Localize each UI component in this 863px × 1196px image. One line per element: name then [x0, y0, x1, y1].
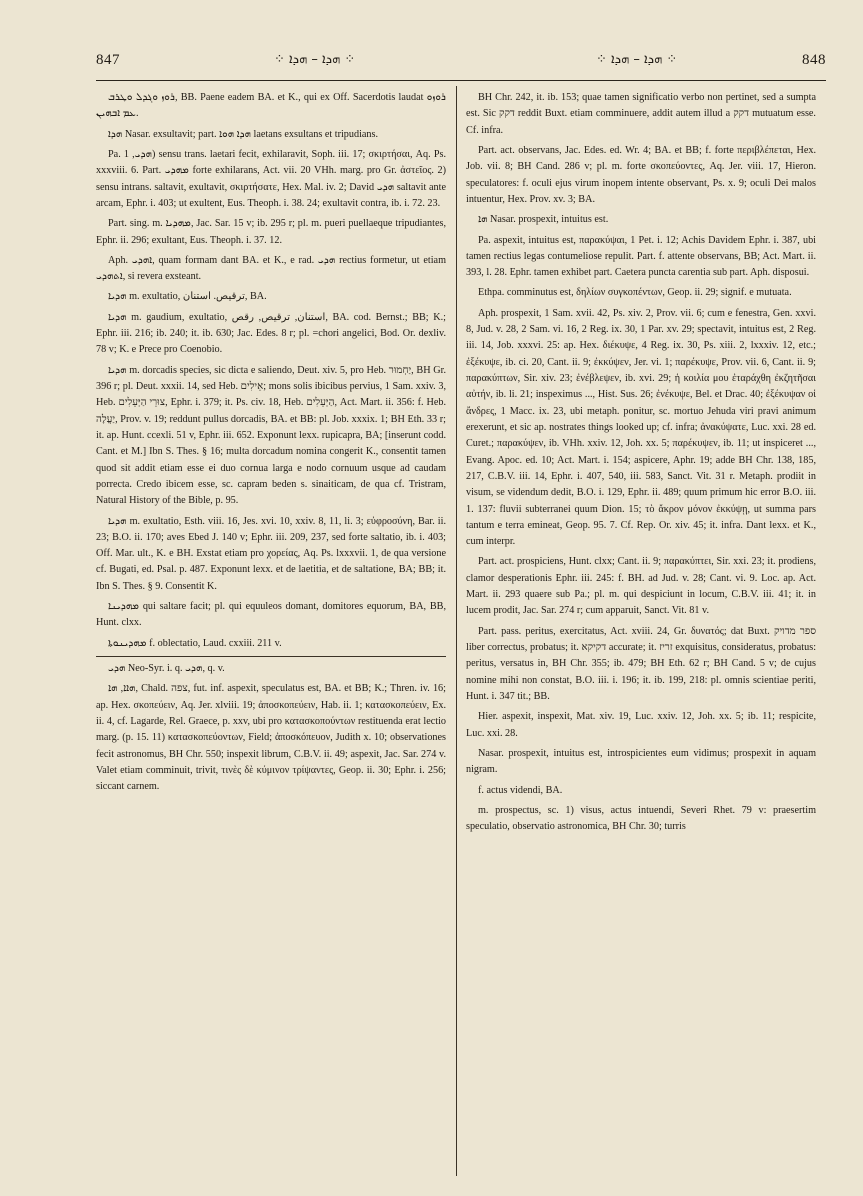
- dictionary-entry: Ethpa. comminutus est, δηλίων συγκοπέντων, Geop. ii. 29; signif. e mutuata.: [478, 287, 792, 299]
- dictionary-entry: ܗܕܝܐ m. dorcadis species, sic dicta e saliendo, Deut. xiv. 5, pro Heb. יַחְמוּר, BH Gr. 396 r; pl. Deut. xxxii. 14, sed Heb. אֵילִים; mons solis ibicibus pervius, 1 Sam. xxiv. 3, Heb. צוּרֵי הַיְּעֵלִים, Ephr. i. 379; it. Ps. civ. 18, Heb. הַיְּעֵלִים, Act. Mart. ii. 356: f. Heb. יַעֲלָה, Prov. v. 19; reddunt pullus dorcadis, BA. et BB: pl. Job. xxxix. 1; BH Eth. 33 r; it. ap. Hunt. ccexli. 51 v, Ephr. iii. 652. Exponunt lexx. rupicapra, BA; [inserunt codd. Cant. et M.] Ibn S. Thes. § 16; multa dorcadum nomina congerit K., consentit tamen quod sit addit etiam esse ei duo cornua larga e nodo cornuum usque ad caudam porrecta. Credo ibicem esse, sc. capram beden s. sinaiticam, de qua cf. Tristram, Natural History of the Bible, p. 95.: [96, 364, 446, 507]
- dictionary-entry: Pa. ܗܕܝ, 1) sensu trans. laetari fecit, exhilaravit, Soph. iii. 17; σκιρτήσαι, Aq. Ps. xxxviii. 6. Part. ܡܗܕܝ forte exhilarans, Act. vii. 20 VHh. marg. pro Gr. ἀστεῖος. 2) sensu intrans. saltavit, exultavit, σκιρτήσατε, Hex. Mal. iv. 2; David ܗܕܝ saltavit ante arcam, Ephr. i. 403; ut exultent, Eus. Theoph. i. 38. 24; exultavit contra, ib. i. 72. 23.: [96, 148, 446, 209]
- dictionary-entry: Part. sing. m. ܡܗܕܝܐ, Jac. Sar. 15 v; ib. 295 r; pl. m. pueri puellaeque tripudiantes, Ephr. ii. 296; exultant, Eus. Theoph. i. 37. 12.: [96, 218, 446, 246]
- running-head-left: ⁘ ܗܕܐ – ܗܕܐ ⁘: [274, 52, 356, 67]
- page-number-left: 847: [96, 52, 120, 68]
- dictionary-entry: Part. act. observans, Jac. Edes. ed. Wr. 4; BA. et BB; f. forte περιβλέπεται, Hex. Job. vii. 8; BH Cand. 286 v; pl. m. forte σκοπεύοντες, Aq. Jer. viii. 17, Hieron. speculatores: f. oculi ejus virum inopem intente observant, Ps. x. 9; oculi Dei malos intuentur, Hex. Prov. xv. 3; BA.: [466, 144, 816, 205]
- left-column: [96, 90, 446, 1170]
- dictionary-entry: ܡܗܕܝܢܘܬܐ f. oblectatio, Laud. cxxiii. 211 v.: [108, 637, 282, 649]
- dictionary-entry: ܗܐ Nasar. prospexit, intuitus est.: [478, 214, 609, 226]
- dictionary-entry: ܗܐܐ, ܗܐ, Chald. צפה, fut. inf. aspexit, speculatus est, BA. et BB; K.; Thren. iv. 16; ap. Hex. σκοπεύειν, Aq. Jer. xlviii. 19; ἀποσκοπεύειν, Hab. ii. 1; κατασκοπεύειν, Ex. ii. 4, cf. Lagarde, Rel. Graece, p. xxv, ubi pro κατασκοπούντων restituenda erat lectio marg. (p. 15. 11) κατασκοπεύοντων, Field; ἀποσκόπευον, Judith x. 10; observationes fecit astronomus, BH Chr. 550; inspexit librum, C.B.V. ii. 49; aspexit, Jac. Sar. 274 v. Valet etiam comminuit, trivit, τινὲς δὲ κύμινον τρίψαντες, Geop. ii. 30; Ephr. i. 256; siccant carnem.: [96, 683, 446, 793]
- page-header: [96, 52, 826, 74]
- dictionary-entry: ܗܕܝ Neo-Syr. i. q. ܗܕܝ, q. v.: [96, 656, 446, 677]
- dictionary-entry: ܡܗܕܝܢܐ qui saltare facit; pl. qui equuleos domant, domitores equorum, BA, BB, Hunt. clxx.: [96, 601, 446, 629]
- dictionary-entry: Aph. ܐܗܕܝ, quam formam dant BA. et K., e rad. ܗܕܝ rectius formetur, ut etiam ܐܬܗܕܝ, si revera exsteant.: [96, 254, 446, 283]
- dictionary-entry: Aph. prospexit, 1 Sam. xvii. 42, Ps. xiv. 2, Prov. vii. 6; cum e fenestra, Gen. xxvi. 8, Jud. v. 28, 2 Sam. vi. 16, 2 Reg. ix. 30, 1 Par. xv. 29; spectavit, intuitus est, 2 Reg. iii. 14, Job. xxxvi. 25: ap. Hex. διέκυψε, 4 Reg. ix. 30, Ps. xiii. 2, lxxxiv. 12, etc.; ἐξέκυψε, ib. ci. 20, Cant. ii. 9; ἐκκύψεν, Jer. vi. 1; παρέκυψε, Prov. vii. 6, Cant. ii. 9; παρακύπτων, Sir. xiv. 23; ἐνέβλεψεν, ib. xvi. 29; ἡ κοιλία μου ἐταράχθη ἐκζητῆσαι αὐτήν, ib. li. 21; inspeximus ..., Hist. Sus. 26; ἐνέκυψε, Bel. et Drac. 40; ἐξέκυψαν οἱ ἄνδρες, 1 Macc. ix. 23, ubi metaph. ponitur, sc. mortuo Jehuda viri pravi animum erexerunt, et sic ap. nostrates things looked up; cf. infra; ἀνακύψατε, Luc. xxi. 28 ed. Curet.; παρακύψεν, ib. VHh. xxiv. 12, Joh. xx. 5; παρέκυψεν, ib. 11; ut inspiceret ..., Evang. Apoc. ed. 10; Act. Mart. i. 154; aspicere, Aphr. 19; adde BH Chr. 138, 185, 217, C.B.V. iii. 14, Ephr. i. 407, 540, iii. 583, Sanct. Vit. 31 r. Metaph. prodiit in visum, se videndum dedit, B.O. i. 129, Ephr. ii. 489; quum primum hic error B.O. iii. 1. 137: fluvii subterranei quum Dion. 15; τὸ ἄκρον μόνον ἐκκύψῃ, ut summa pars tantum e terra emineat, Geop. 95. 7. Cf. Rep. Or. xiv. 45; it. infra. Dant lexx. et K., cum interpr.: [466, 307, 816, 548]
- dictionary-entry: ܗܕܝܐ m. gaudium, exultatio, استنان, ترقيص, رقص, BA. cod. Bernst.; BB; K.; Ephr. iii. 216; ib. 240; it. ib. 630; Jac. Edes. 8 r; pl. =chori angelici, Bod. Or. dexliv. 78 v; K. e Prece pro Coenobio.: [96, 311, 446, 356]
- running-head-right: ⁘ ܗܕܐ – ܗܕܐ ⁘: [596, 52, 678, 67]
- dictionary-entry: Part. act. prospiciens, Hunt. clxx; Cant. ii. 9; παρακύπτει, Sir. xxi. 23; it. prodiens, clamor desperationis Ephr. iii. 245: f. BH. ad Jud. v. 28; Cant. vi. 9. Loc. ap. Act. Mart. ii. 293 quaere sub Pa.; pl. m. qui despiciunt in locum, C.B.V. iii. 41; it. in lucem prodit, Jac. Sar. 274 r; cum apparuit, Sanct. Vit. 81 v.: [466, 556, 816, 617]
- dictionary-entry: ܪܘܙ ܘܓܕܠ ܘܛܪܒ, BB. Paene eadem BA. et K., qui ex Off. Sacerdotis laudat ܪܘܙܘ ܥܡ ܐܒܗܝܢ.: [96, 92, 446, 120]
- dictionary-entry: Pa. aspexit, intuitus est, παρακύψαι, 1 Pet. i. 12; Achis Davidem Ephr. i. 387, ubi tamen rectius legas contumeliose repulit. Part. f. attente observans, BB; Act. Mart. ii. 393, l. 28. Ephr. tamen exhibet part. Caetera puncta carentia sub part. Aph. disposui.: [466, 234, 816, 279]
- dictionary-entry: f. actus videndi, BA.: [478, 784, 563, 796]
- dictionary-entry: Hier. aspexit, inspexit, Mat. xiv. 19, Luc. xxiv. 12, Joh. xx. 5; ib. 11; respicite, Luc. xxi. 28.: [466, 711, 816, 739]
- dictionary-entry: ܗܕܐ Nasar. exsultavit; part. ܗܕܐ ܗܘܐ laetans exsultans et tripudians.: [108, 128, 379, 140]
- dictionary-entry: ܗܕܝܐ m. exultatio, ترقيص. استنان, BA.: [108, 291, 267, 303]
- column-divider: [456, 86, 457, 1176]
- dictionary-entry: BH Chr. 242, it. ib. 153; quae tamen significatio verbo non pertinet, sed a sumpta est. Sic דקק reddit Buxt. etiam comminuere, addit autem illud a דקק mutuatum esse. Cf. infra.: [466, 92, 816, 136]
- page-number-right: 848: [802, 52, 826, 68]
- dictionary-entry: Nasar. prospexit, intuitus est, introspicientes eum vidimus; prospexit in aquam nigram.: [466, 747, 816, 776]
- dictionary-entry: Part. pass. peritus, exercitatus, Act. xviii. 24, Gr. δυνατός; dat Buxt. ספר מדויק liber correctus, probatus; it. דקיקא accurate; it. זריז exquisitus, consideratus, probatus: peritus, versatus in, BH Chr. 355; ib. 479; BH Eth. 62 r; BH Cand. 5 v; de cujus nomine mihi non constat, B.O. iii. i. 196; it. ib. 199, 218: pl. omnis scientiae periti, Hunt. i. 347 tit.; BB.: [466, 625, 816, 702]
- right-column: [466, 90, 816, 1170]
- dictionary-entry: m. prospectus, sc. 1) visus, actus intuendi, Severi Rhet. 79 v: praesertim speculatio, observatio astronomica, BH Chr. 30; turris: [466, 804, 816, 833]
- dictionary-entry: ܗܕܝܐ m. exultatio, Esth. viii. 16, Jes. xvi. 10, xxiv. 8, 11, li. 3; εὐφροσύνη, Bar. ii. 23; B.O. ii. 170; aves Ebed J. 140 v; Ephr. iii. 209, 237, sed forte saltatio, ib. i. 403; Off. Mar. ult., K. e BH. Exstat etiam pro χορείας, Aq. Ps. lxxxvii. 1, de qua versione cf. Bugati, ed. Psal. p. 487. Exponunt lexx. et de laetitia, et de saltatione, BA; BB; it. Ibn S. Thes. § 9. Consentit K.: [96, 515, 446, 592]
- header-rule: [96, 80, 826, 81]
